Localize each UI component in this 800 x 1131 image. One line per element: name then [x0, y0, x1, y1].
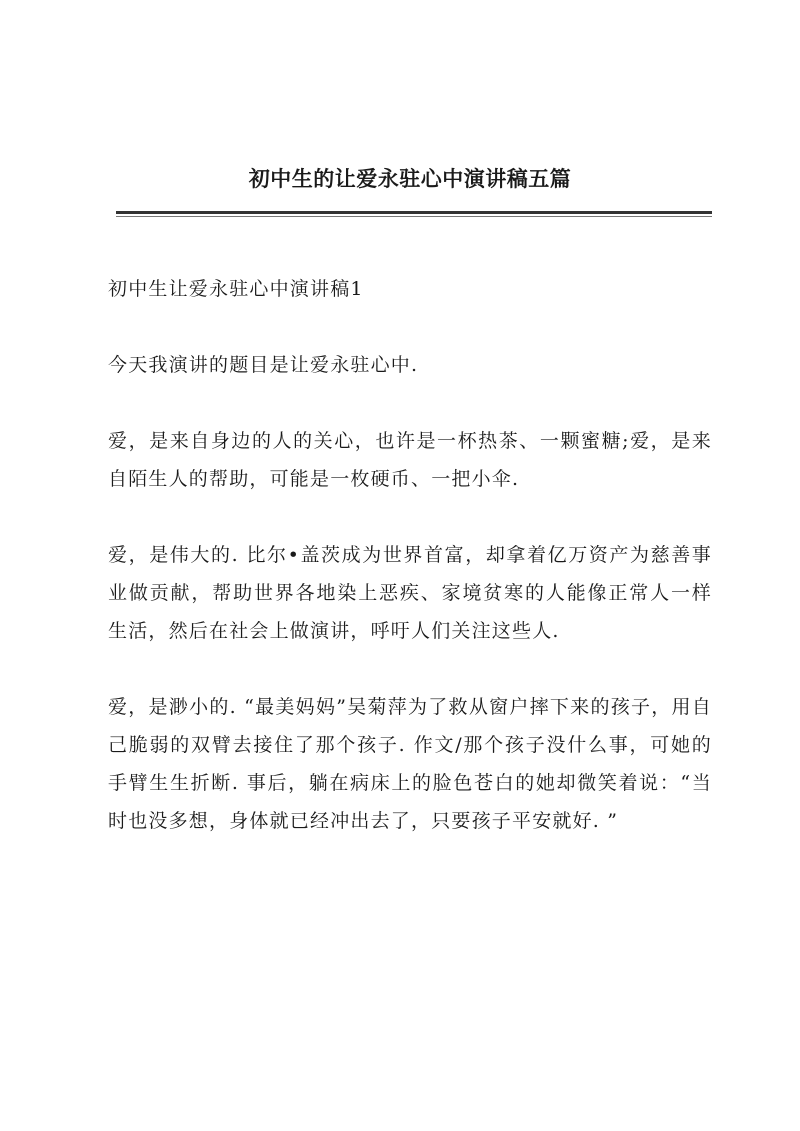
section-heading: 初中生让爱永驻心中演讲稿1	[108, 278, 364, 300]
paragraph-intro: 今天我演讲的题目是让爱永驻心中.	[108, 354, 419, 376]
paragraph-love-great: 爱，是伟大的. 比尔•盖茨成为世界首富，却拿着亿万资产为慈善事业做贡献，帮助世界各地染上恶疾、家境贫寒的人能像正常人一样生活，然后在社会上做演讲，呼吁人们关注这些人.	[108, 544, 712, 642]
paragraph-love-small: 爱，是渺小的. “最美妈妈”吴菊萍为了救从窗户摔下来的孩子，用自己脆弱的双臂去接住了那个孩子. 作文/那个孩子没什么事，可她的手臂生生折断. 事后，躺在病床上的脸色苍白的她却微笑着说：“当时也没多想，身体就已经冲出去了，只要孩子平安就好. ”	[108, 696, 712, 832]
title-divider-thin	[116, 216, 712, 217]
title-divider	[116, 211, 712, 214]
paragraph-love-care: 爱，是来自身边的人的关心，也许是一杯热茶、一颗蜜糖;爱，是来自陌生人的帮助，可能是一枚硬币、一把小伞.	[108, 430, 712, 490]
document-body	[108, 270, 712, 840]
document-title: 初中生的让爱永驻心中演讲稿五篇	[248, 166, 572, 191]
